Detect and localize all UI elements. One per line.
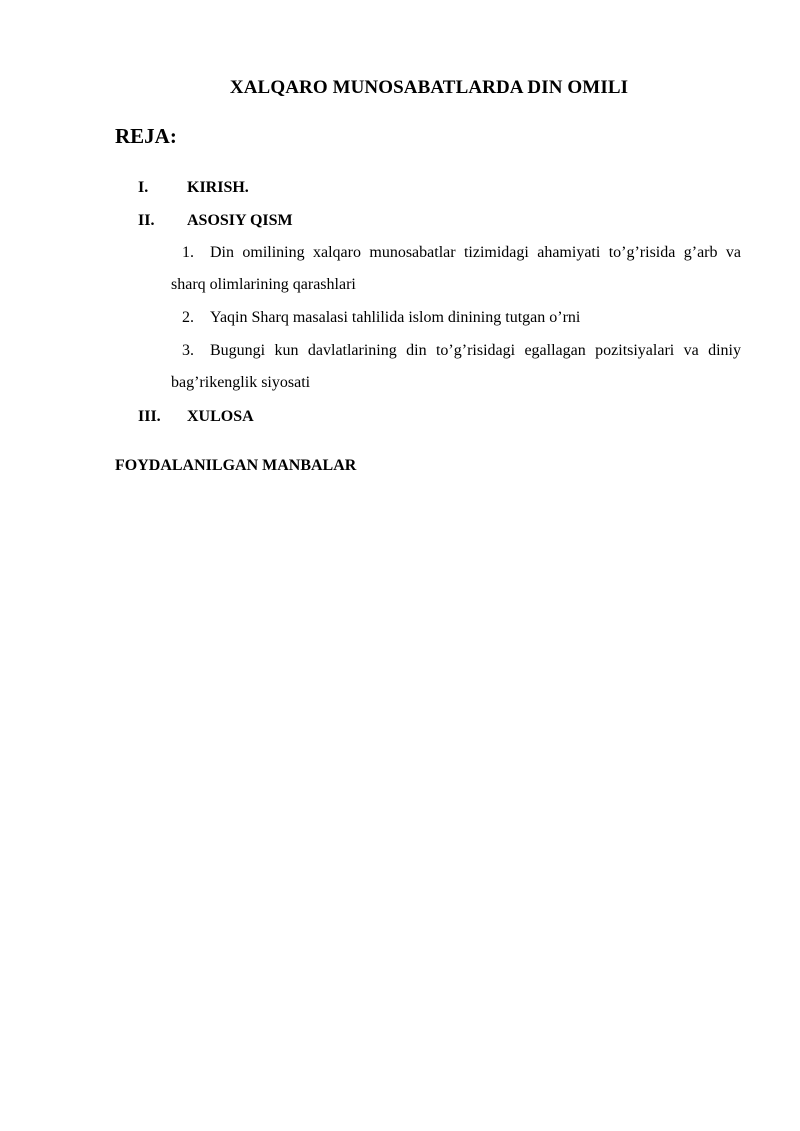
references-heading: FOYDALANILGAN MANBALAR — [115, 457, 357, 474]
subsection-item-1 — [171, 237, 741, 301]
section-item-main — [138, 212, 293, 230]
subsection-item-2 — [171, 302, 741, 334]
section-number: II. — [138, 212, 155, 229]
section-item-introduction — [138, 179, 249, 197]
subsection-number: 2. — [182, 309, 194, 326]
document-title: XALQARO MUNOSABATLARDA DIN OMILI — [229, 77, 629, 98]
subsection-item-3 — [171, 335, 741, 399]
section-number: III. — [138, 408, 161, 425]
section-item-conclusion — [138, 408, 254, 426]
plan-heading: REJA: — [115, 124, 177, 148]
subsection-text: Yaqin Sharq masalasi tahlilida islom dinining tutgan o’rni — [210, 309, 581, 326]
subsection-number: 3. — [182, 342, 194, 359]
section-number: I. — [138, 179, 149, 196]
subsection-text: Din omilining xalqaro munosabatlar tizimidagi ahamiyati to’g’risida g’arb va sharq olimlarining qarashlari — [171, 244, 741, 293]
subsection-text: Bugungi kun davlatlarining din to’g’risidagi egallagan pozitsiyalari va diniy bag’rikenglik siyosati — [171, 342, 741, 391]
section-label: ASOSIY QISM — [187, 212, 293, 229]
section-label: KIRISH. — [187, 179, 249, 196]
subsection-number: 1. — [182, 244, 194, 261]
section-label: XULOSA — [187, 408, 254, 425]
